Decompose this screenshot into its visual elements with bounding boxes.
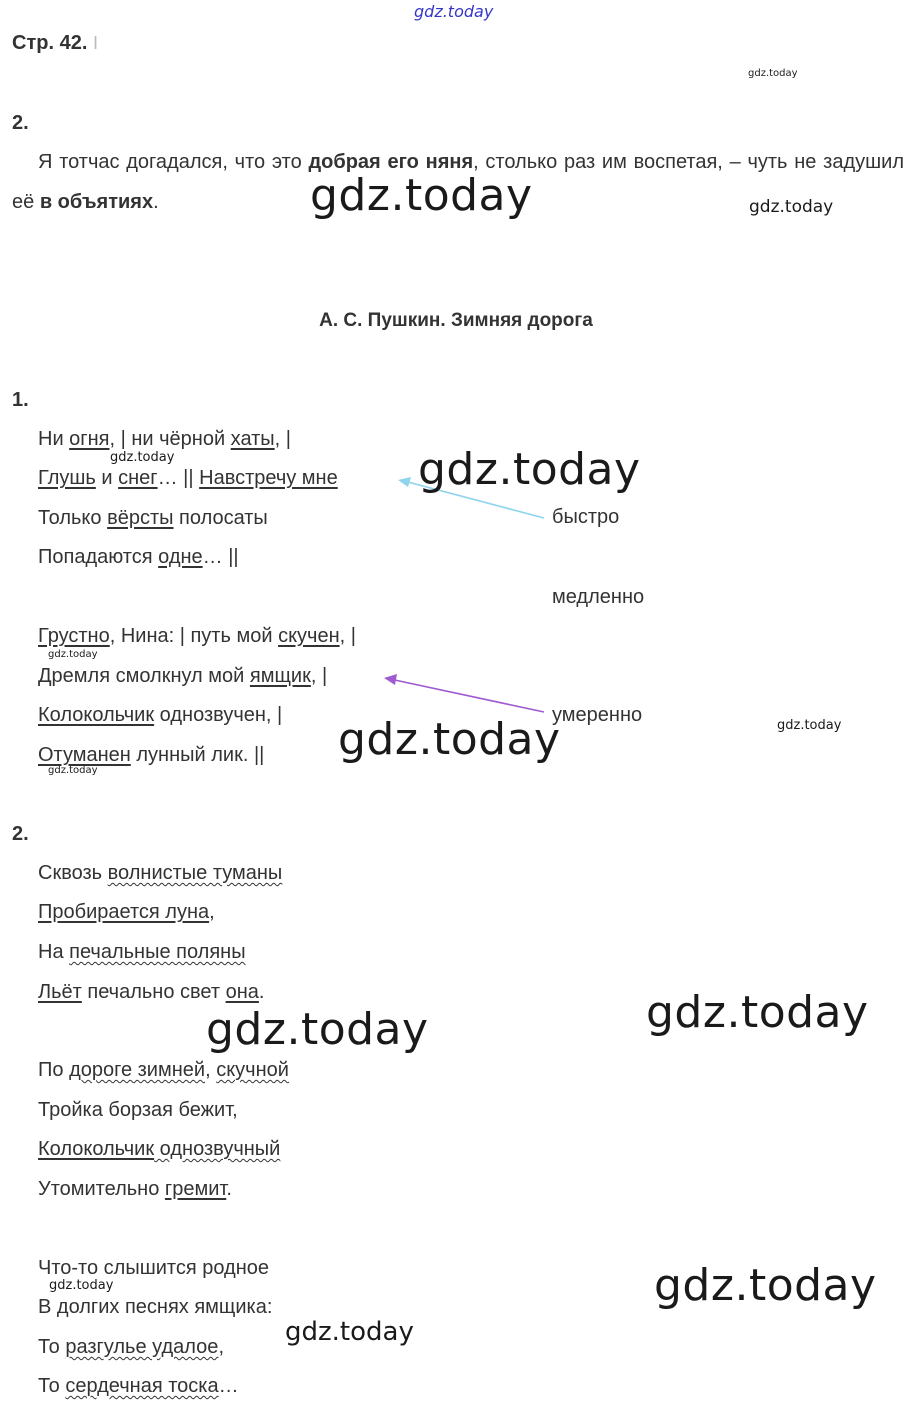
poem-line: Глушь и снег… || Навстречу мне [38, 467, 338, 489]
poem-line: То сердечная тоска… [38, 1375, 239, 1397]
page-label: Стр. 42. I [12, 32, 98, 54]
cursor-glyph: I [92, 33, 98, 53]
watermark: gdz.today [418, 444, 641, 495]
task-number: 2. [12, 823, 29, 845]
poem-line: В долгих песнях ямщика: [38, 1296, 273, 1318]
tempo-label-fast: быстро [552, 506, 620, 528]
watermark: gdz.today [48, 649, 98, 660]
watermark: gdz.today [310, 170, 533, 221]
watermark: gdz.today [646, 987, 869, 1038]
watermark: gdz.today [748, 68, 798, 79]
watermark: gdz.today [338, 714, 561, 765]
tempo-label-moderate: умеренно [552, 704, 643, 726]
watermark: gdz.today [285, 1317, 414, 1347]
poem-line: Колокольчик однозвучный [38, 1138, 281, 1160]
poem-line: Грустно, Нина: | путь мой скучен, | [38, 625, 356, 647]
watermark: gdz.today [414, 2, 494, 21]
poem-line: Что-то слышится родное [38, 1257, 270, 1279]
poem-line: Ни огня, | ни чёрной хаты, | [38, 428, 291, 450]
poem-line: Отуманен лунный лик. || [38, 744, 265, 766]
poem-line: Утомительно гремит. [38, 1178, 232, 1200]
section-title: А. С. Пушкин. Зимняя дорога [319, 310, 593, 331]
watermark: gdz.today [777, 718, 842, 733]
poem-line: Колокольчик однозвучен, | [38, 704, 283, 726]
task-number: 2. [12, 112, 29, 134]
arrow-moderate [384, 674, 544, 712]
prose-paragraph: Я тотчас догадался, что это добрая его няня, столько раз им воспетая, – чуть не задушил её в объятиях. [12, 151, 904, 213]
watermark: gdz.today [206, 1004, 429, 1055]
poem-line: Льёт печально свет она. [38, 981, 265, 1003]
watermark: gdz.today [48, 765, 98, 776]
poem-line: Только вёрсты полосаты [38, 507, 268, 529]
watermark: gdz.today [110, 450, 175, 465]
poem-line: Дремля смолкнул мой ямщик, | [38, 665, 328, 687]
poem-line: Пробирается луна, [38, 901, 215, 923]
poem-line: По дороге зимней, скучной [38, 1059, 289, 1081]
watermark: gdz.today [749, 197, 834, 217]
tempo-label-slow: медленно [552, 586, 645, 608]
poem-line: То разгулье удалое, [38, 1336, 224, 1358]
watermark: gdz.today [49, 1278, 114, 1293]
poem-line: Попадаются одне… || [38, 546, 239, 568]
task-number: 1. [12, 389, 29, 411]
poem-line: На печальные поляны [38, 941, 246, 963]
watermark: gdz.today [654, 1260, 877, 1311]
poem-line: Тройка борзая бежит, [38, 1099, 238, 1121]
poem-line: Сквозь волнистые туманы [38, 862, 283, 884]
